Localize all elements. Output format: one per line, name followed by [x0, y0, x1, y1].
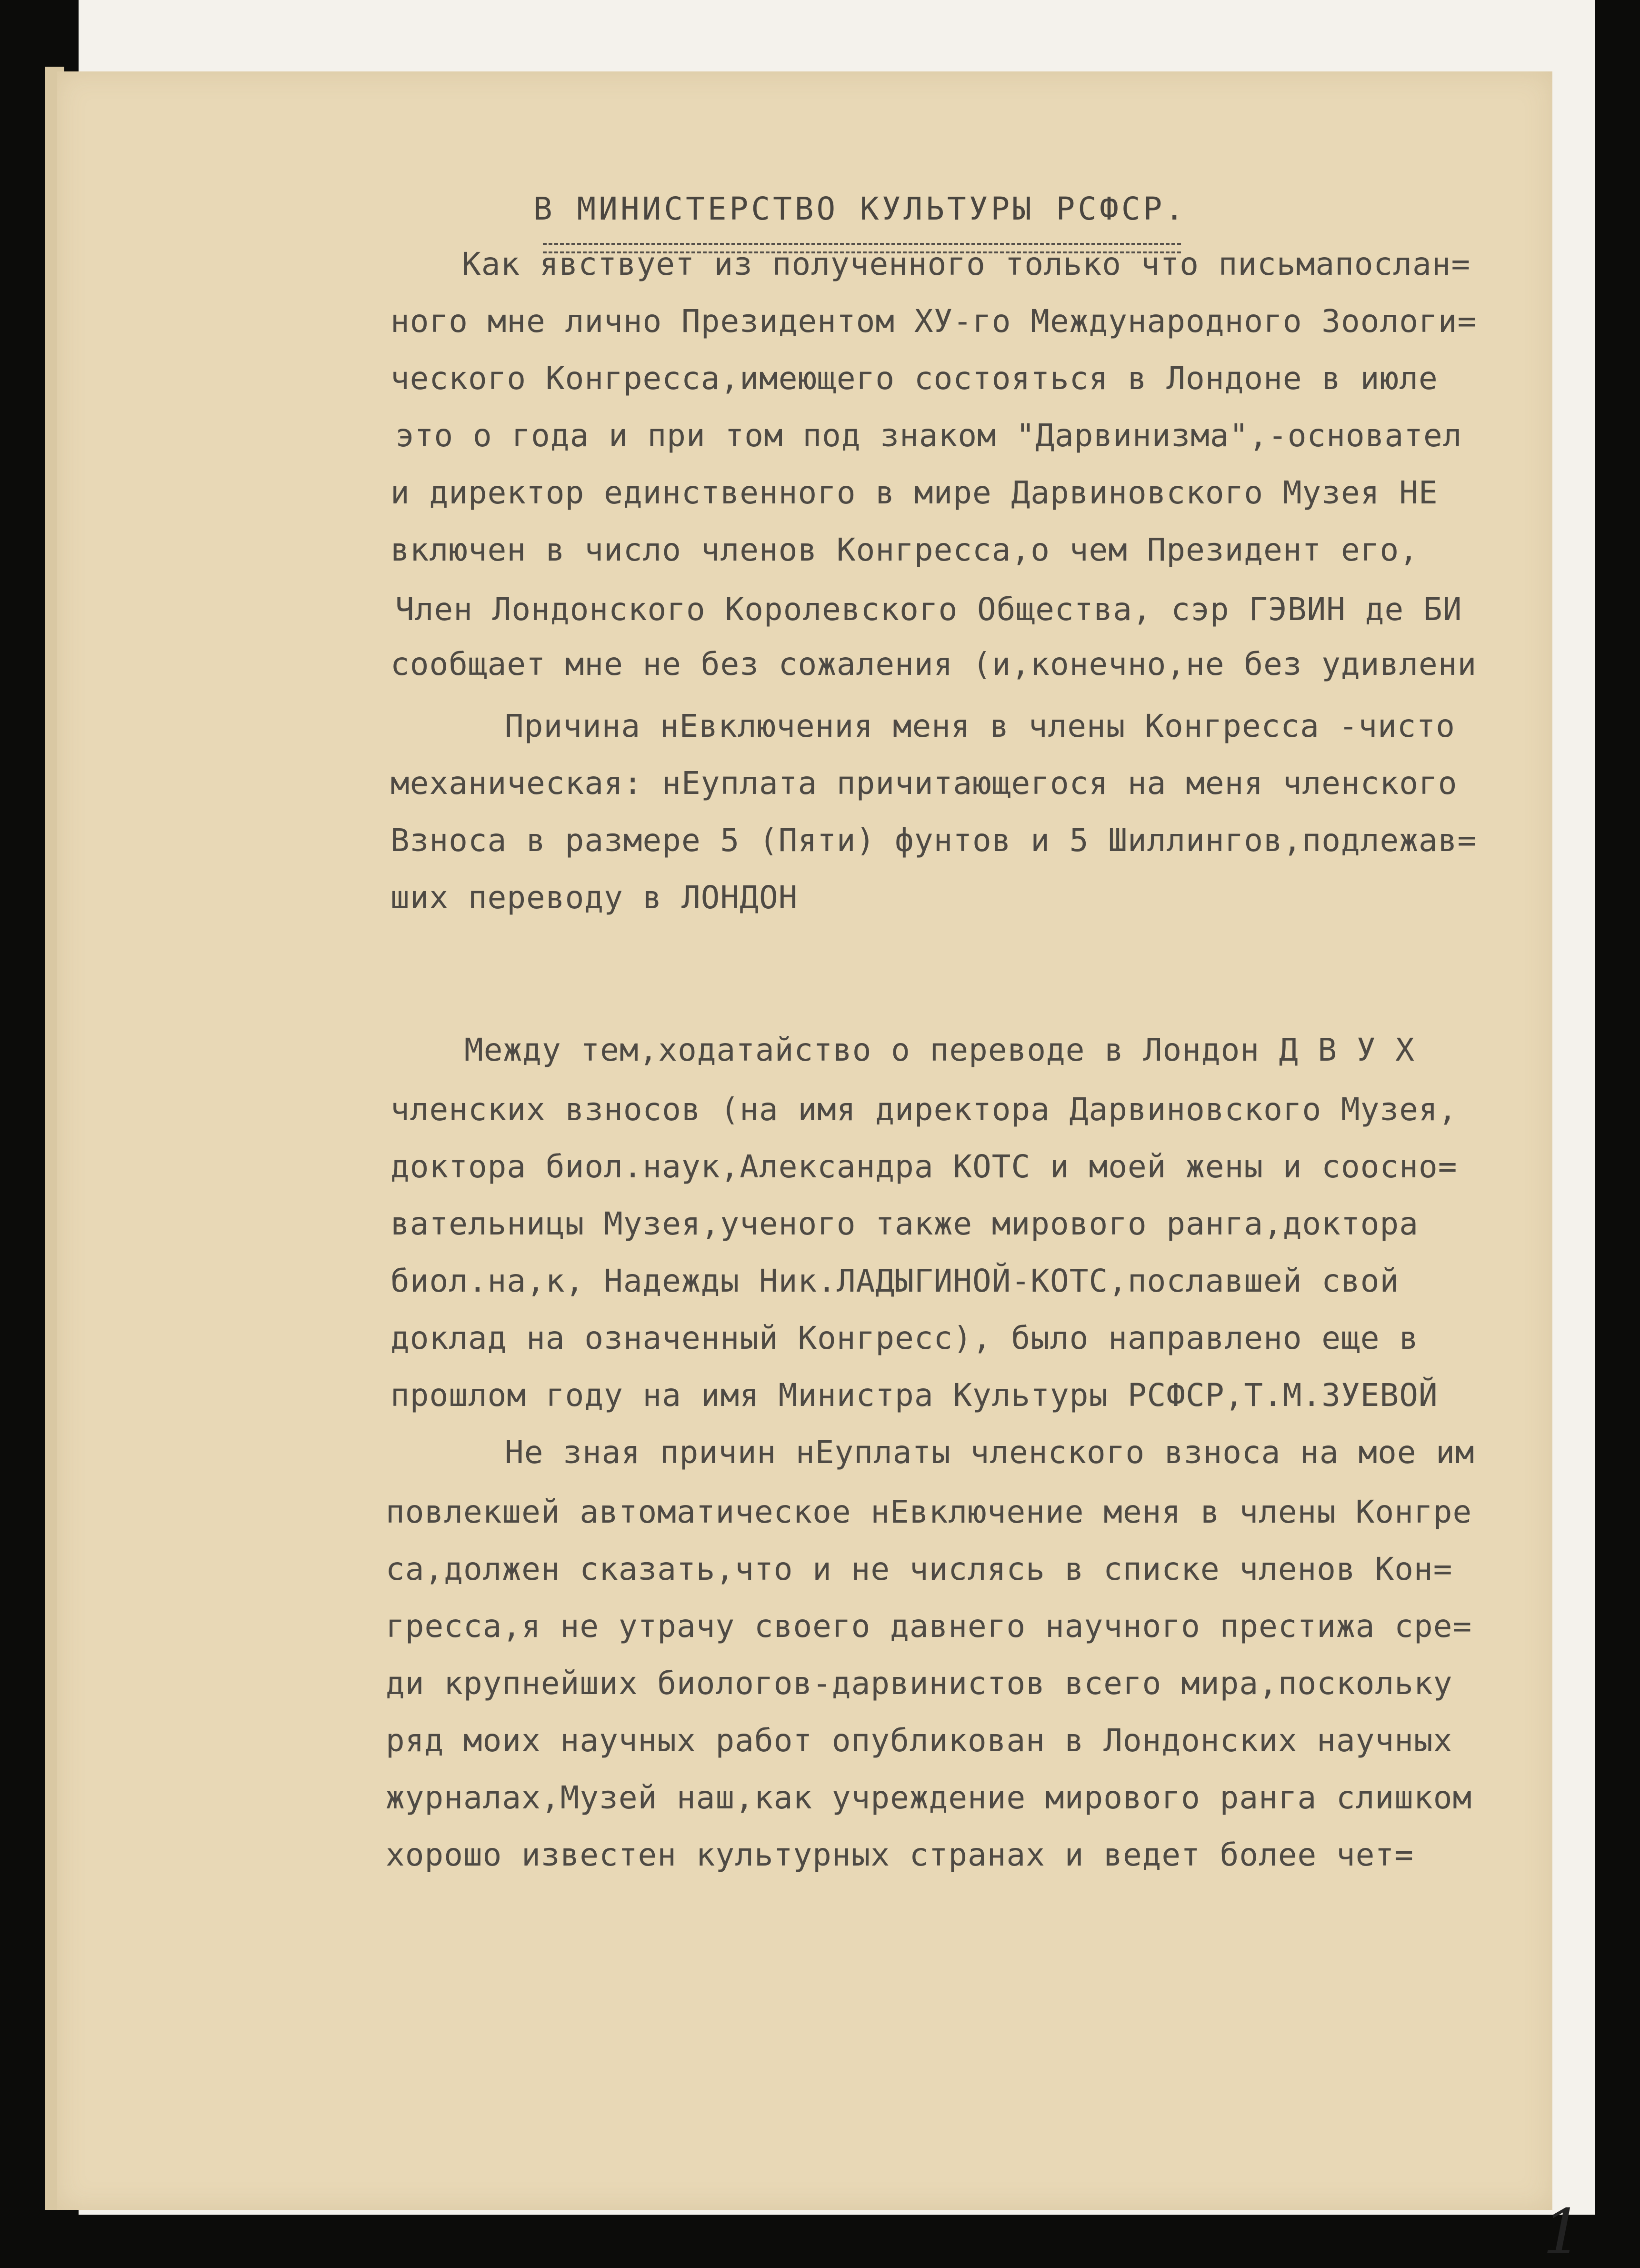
body-line: ного мне лично Президентом ХУ-го Международного Зоологи=	[390, 303, 1477, 340]
body-line: хорошо известен культурных странах и ведет более чет=	[386, 1836, 1414, 1873]
letter-heading: В МИНИСТЕРСТВО КУЛЬТУРЫ РСФСР.	[533, 191, 1187, 227]
body-line: Как явствует из полученного только что письмапослан=	[462, 246, 1471, 282]
body-line: членских взносов (на имя директора Дарвиновского Музея,	[390, 1091, 1458, 1128]
body-line: ших переводу в ЛОНДОН	[390, 879, 798, 916]
body-line: ческого Конгресса,имеющего состояться в Лондоне в июле	[390, 360, 1438, 397]
body-line: вательницы Музея,ученого также мирового ранга,доктора	[390, 1205, 1419, 1242]
body-line: гресса,я не утрачу своего давнего научного престижа сре=	[386, 1608, 1472, 1645]
body-line: са,должен сказать,что и не числясь в списке членов Кон=	[386, 1551, 1453, 1587]
body-line: и директор единственного в мире Дарвиновского Музея НЕ	[390, 474, 1438, 511]
body-line: биол.на,к, Надежды Ник.ЛАДЫГИНОЙ-КОТС,пославшей свой	[390, 1263, 1400, 1299]
body-line: ряд моих научных работ опубликован в Лондонских научных	[386, 1722, 1453, 1759]
body-line: Не зная причин нЕуплаты членского взноса на мое им	[505, 1434, 1475, 1471]
body-line: доклад на означенный Конгресс), было направлено еще в	[390, 1320, 1419, 1356]
body-line: прошлом году на имя Министра Культуры РСФСР,Т.М.ЗУЕВОЙ	[390, 1377, 1438, 1414]
body-line: Взноса в размере 5 (Пяти) фунтов и 5 Шиллингов,подлежав=	[390, 822, 1477, 859]
body-line: ди крупнейших биологов-дарвинистов всего мира,поскольку	[386, 1665, 1453, 1702]
body-line: доктора биол.наук,Александра КОТС и моей жены и сооcно=	[390, 1148, 1458, 1185]
body-line: сообщает мне не без сожаления (и,конечно,не без удивлени	[390, 646, 1477, 682]
body-line: повлекшей автоматическое нЕвключение меня в члены Конгре	[386, 1494, 1472, 1530]
handwritten-page-number: 1	[1543, 2196, 1582, 2268]
body-line: Член Лондонского Королевского Общества, сэр ГЭВИН де БИ	[395, 591, 1462, 628]
typed-letter-page	[57, 71, 1582, 2268]
letter-body	[57, 71, 1552, 2210]
body-line: журналах,Музей наш,как учреждение мирового ранга слишком	[386, 1779, 1472, 1816]
body-line: Причина нЕвключения меня в члены Конгресса -чисто	[505, 708, 1456, 744]
body-line: механическая: нЕуплата причитающегося на меня членского	[390, 765, 1458, 802]
body-line: Между тем,ходатайство о переводе в Лондон Д В У Х	[464, 1032, 1415, 1068]
body-line: включен в число членов Конгресса,о чем Президент его,	[390, 532, 1419, 568]
body-line: это о года и при том под знаком "Дарвинизма",-основател	[395, 417, 1462, 454]
